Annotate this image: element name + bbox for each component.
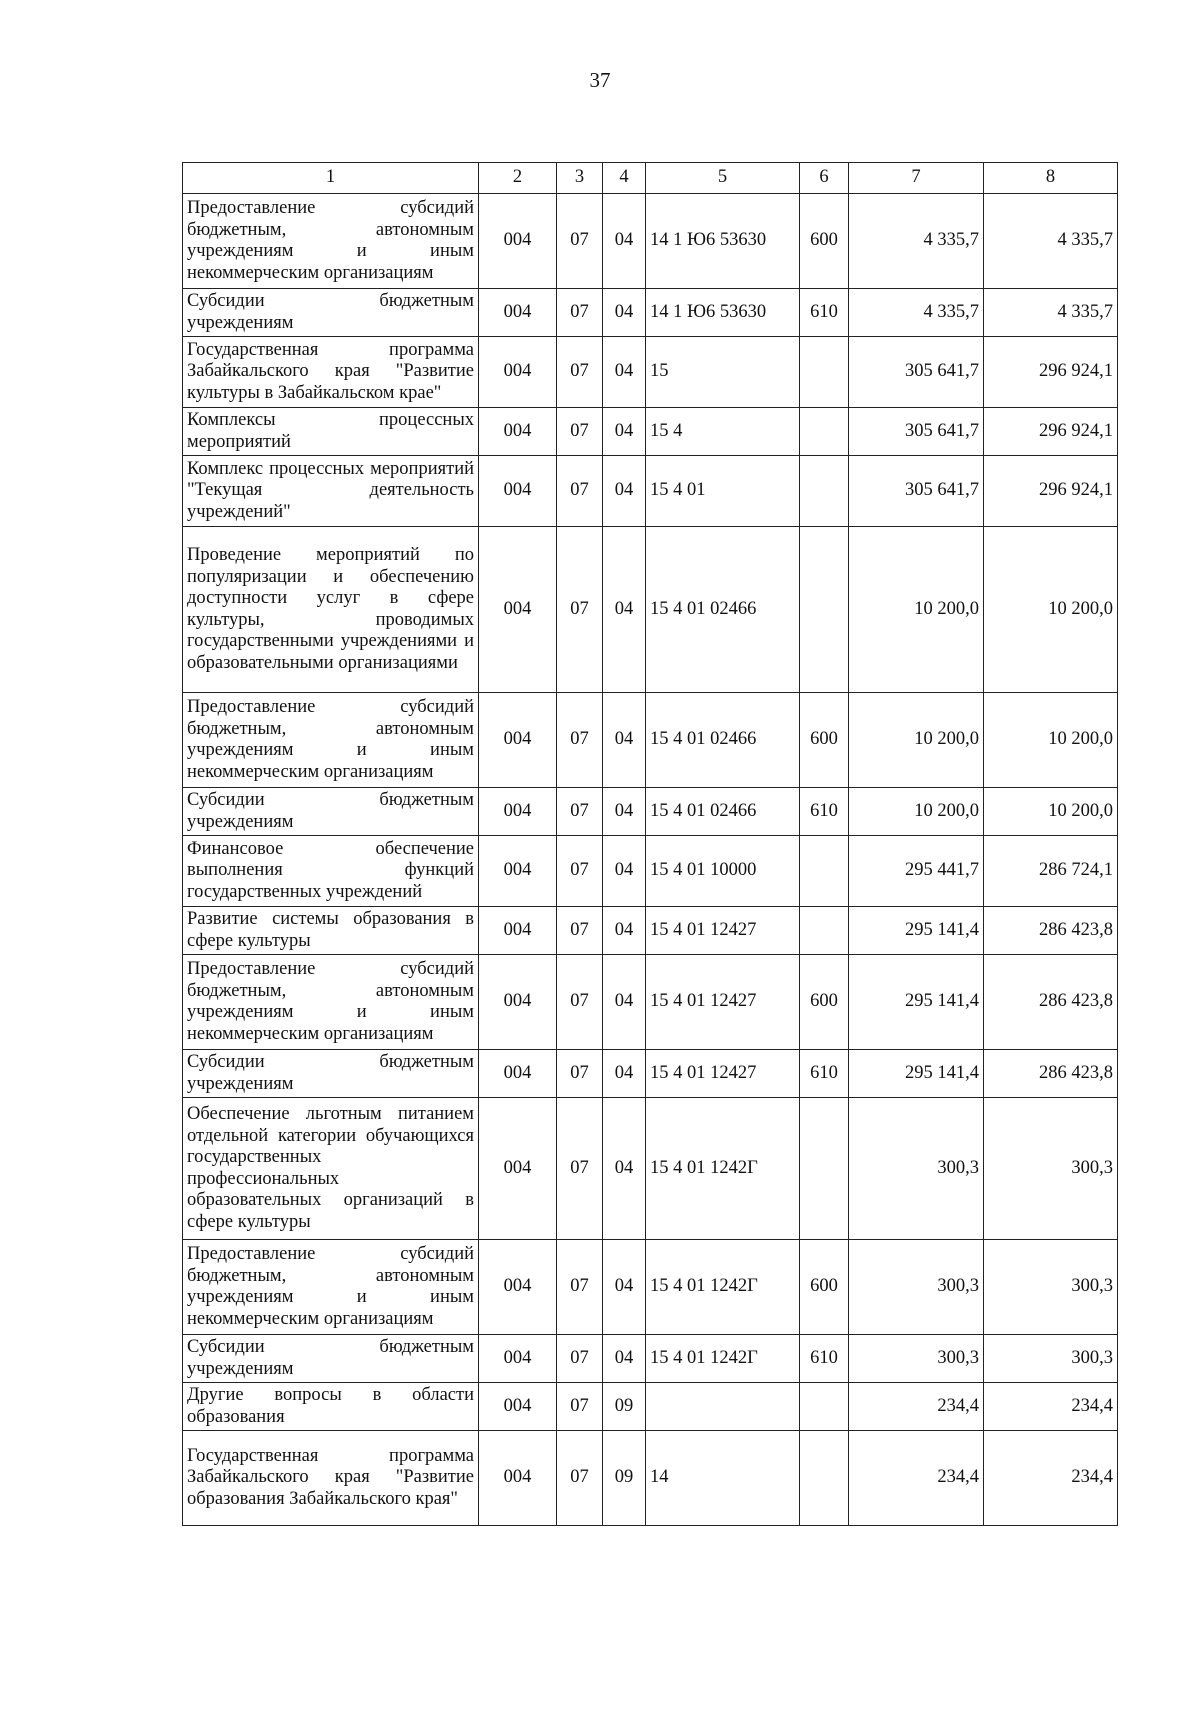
row-name-cell: Субсидии бюджетным учреждениям: [183, 1050, 479, 1098]
amount-7-cell: 234,4: [849, 1431, 984, 1526]
code-4-cell: 04: [603, 337, 646, 408]
table-row: [183, 456, 1118, 527]
code-2-cell: 004: [479, 289, 557, 337]
code-6-cell: [800, 1383, 849, 1431]
amount-7-cell: 305 641,7: [849, 456, 984, 527]
code-5-cell: 15 4: [646, 408, 800, 456]
code-5-cell: 15: [646, 337, 800, 408]
code-2-cell: 004: [479, 408, 557, 456]
code-4-cell: 09: [603, 1383, 646, 1431]
table-row: [183, 1383, 1118, 1431]
amount-7-cell: 10 200,0: [849, 693, 984, 788]
row-name-cell: Субсидии бюджетным учреждениям: [183, 788, 479, 836]
table-row: [183, 1098, 1118, 1240]
code-5-cell: 15 4 01 10000: [646, 836, 800, 907]
code-5-cell: 15 4 01 12427: [646, 1050, 800, 1098]
code-3-cell: 07: [557, 836, 603, 907]
amount-8-cell: 296 924,1: [984, 337, 1118, 408]
code-4-cell: 04: [603, 289, 646, 337]
code-5-cell: [646, 1383, 800, 1431]
code-4-cell: 04: [603, 1240, 646, 1335]
code-4-cell: 04: [603, 788, 646, 836]
code-6-cell: 610: [800, 1335, 849, 1383]
amount-7-cell: 305 641,7: [849, 337, 984, 408]
code-6-cell: 610: [800, 289, 849, 337]
amount-7-cell: 295 141,4: [849, 955, 984, 1050]
code-6-cell: 600: [800, 693, 849, 788]
row-name-cell: Субсидии бюджетным учреждениям: [183, 289, 479, 337]
column-header: 3: [557, 163, 603, 194]
code-3-cell: 07: [557, 788, 603, 836]
code-2-cell: 004: [479, 1240, 557, 1335]
code-5-cell: 14 1 Ю6 53630: [646, 194, 800, 289]
code-2-cell: 004: [479, 836, 557, 907]
row-name-cell: Субсидии бюджетным учреждениям: [183, 1335, 479, 1383]
page-number: 37: [589, 68, 611, 92]
code-2-cell: 004: [479, 788, 557, 836]
row-name-cell: Предоставление субсидий бюджетным, автономным учреждениям и иным некоммерческим организациям: [183, 693, 479, 788]
code-2-cell: 004: [479, 1050, 557, 1098]
code-3-cell: 07: [557, 408, 603, 456]
code-6-cell: 600: [800, 194, 849, 289]
row-name-cell: Комплексы процессных мероприятий: [183, 408, 479, 456]
code-3-cell: 07: [557, 527, 603, 693]
amount-7-cell: 10 200,0: [849, 527, 984, 693]
amount-7-cell: 295 141,4: [849, 907, 984, 955]
table-row: [183, 907, 1118, 955]
code-6-cell: [800, 337, 849, 408]
code-5-cell: 14 1 Ю6 53630: [646, 289, 800, 337]
table-row: [183, 337, 1118, 408]
amount-8-cell: 286 423,8: [984, 1050, 1118, 1098]
code-2-cell: 004: [479, 955, 557, 1050]
amount-7-cell: 234,4: [849, 1383, 984, 1431]
row-name-cell: Развитие системы образования в сфере культуры: [183, 907, 479, 955]
code-5-cell: 15 4 01 12427: [646, 955, 800, 1050]
code-5-cell: 15 4 01: [646, 456, 800, 527]
code-2-cell: 004: [479, 337, 557, 408]
amount-8-cell: 296 924,1: [984, 456, 1118, 527]
code-4-cell: 09: [603, 1431, 646, 1526]
code-6-cell: [800, 527, 849, 693]
code-3-cell: 07: [557, 1050, 603, 1098]
code-5-cell: 15 4 01 02466: [646, 788, 800, 836]
table-row: [183, 408, 1118, 456]
code-4-cell: 04: [603, 527, 646, 693]
amount-7-cell: 305 641,7: [849, 408, 984, 456]
row-name-cell: Комплекс процессных мероприятий "Текущая деятельность учреждений": [183, 456, 479, 527]
code-3-cell: 07: [557, 194, 603, 289]
code-3-cell: 07: [557, 907, 603, 955]
code-3-cell: 07: [557, 289, 603, 337]
code-6-cell: 610: [800, 1050, 849, 1098]
code-6-cell: 600: [800, 955, 849, 1050]
code-2-cell: 004: [479, 456, 557, 527]
code-3-cell: 07: [557, 1240, 603, 1335]
code-6-cell: [800, 456, 849, 527]
amount-8-cell: 4 335,7: [984, 289, 1118, 337]
code-3-cell: 07: [557, 1335, 603, 1383]
amount-8-cell: 286 724,1: [984, 836, 1118, 907]
row-name-cell: Предоставление субсидий бюджетным, автономным учреждениям и иным некоммерческим организациям: [183, 194, 479, 289]
code-4-cell: 04: [603, 955, 646, 1050]
amount-8-cell: 300,3: [984, 1098, 1118, 1240]
amount-7-cell: 300,3: [849, 1240, 984, 1335]
code-4-cell: 04: [603, 456, 646, 527]
amount-7-cell: 300,3: [849, 1098, 984, 1240]
amount-8-cell: 234,4: [984, 1383, 1118, 1431]
code-5-cell: 15 4 01 12427: [646, 907, 800, 955]
code-4-cell: 04: [603, 1335, 646, 1383]
row-name-cell: Предоставление субсидий бюджетным, автономным учреждениям и иным некоммерческим организациям: [183, 955, 479, 1050]
column-header: 5: [646, 163, 800, 194]
code-6-cell: [800, 1098, 849, 1240]
amount-8-cell: 234,4: [984, 1431, 1118, 1526]
amount-7-cell: 295 141,4: [849, 1050, 984, 1098]
amount-8-cell: 286 423,8: [984, 955, 1118, 1050]
code-3-cell: 07: [557, 693, 603, 788]
amount-8-cell: 4 335,7: [984, 194, 1118, 289]
column-header: 2: [479, 163, 557, 194]
code-6-cell: 600: [800, 1240, 849, 1335]
code-3-cell: 07: [557, 955, 603, 1050]
code-2-cell: 004: [479, 907, 557, 955]
code-5-cell: 15 4 01 1242Г: [646, 1335, 800, 1383]
code-6-cell: [800, 1431, 849, 1526]
amount-7-cell: 4 335,7: [849, 194, 984, 289]
table-row: [183, 527, 1118, 693]
column-header: 4: [603, 163, 646, 194]
budget-table: [182, 162, 1118, 1526]
code-4-cell: 04: [603, 408, 646, 456]
code-2-cell: 004: [479, 194, 557, 289]
code-3-cell: 07: [557, 1098, 603, 1240]
code-5-cell: 15 4 01 02466: [646, 693, 800, 788]
code-4-cell: 04: [603, 1050, 646, 1098]
code-5-cell: 15 4 01 1242Г: [646, 1240, 800, 1335]
amount-8-cell: 10 200,0: [984, 527, 1118, 693]
table-row: [183, 1050, 1118, 1098]
code-3-cell: 07: [557, 1383, 603, 1431]
table-row: [183, 289, 1118, 337]
table-row: [183, 1240, 1118, 1335]
table-row: [183, 836, 1118, 907]
amount-8-cell: 10 200,0: [984, 788, 1118, 836]
amount-7-cell: 300,3: [849, 1335, 984, 1383]
code-4-cell: 04: [603, 194, 646, 289]
table-row: [183, 955, 1118, 1050]
header-row: [183, 163, 1118, 194]
amount-8-cell: 296 924,1: [984, 408, 1118, 456]
row-name-cell: Предоставление субсидий бюджетным, автономным учреждениям и иным некоммерческим организациям: [183, 1240, 479, 1335]
code-6-cell: [800, 408, 849, 456]
code-5-cell: 15 4 01 1242Г: [646, 1098, 800, 1240]
amount-7-cell: 295 441,7: [849, 836, 984, 907]
code-4-cell: 04: [603, 693, 646, 788]
column-header: 7: [849, 163, 984, 194]
code-6-cell: [800, 836, 849, 907]
code-2-cell: 004: [479, 1098, 557, 1240]
row-name-cell: Проведение мероприятий по популяризации и обеспечению доступности услуг в сфере культуры, проводимых государственными учреждениями и образовательными организациями: [183, 527, 479, 693]
row-name-cell: Другие вопросы в области образования: [183, 1383, 479, 1431]
code-2-cell: 004: [479, 1383, 557, 1431]
code-6-cell: [800, 907, 849, 955]
code-3-cell: 07: [557, 1431, 603, 1526]
table-row: [183, 194, 1118, 289]
code-5-cell: 14: [646, 1431, 800, 1526]
column-header: 1: [183, 163, 479, 194]
column-header: 6: [800, 163, 849, 194]
table-row: [183, 1431, 1118, 1526]
code-4-cell: 04: [603, 1098, 646, 1240]
row-name-cell: Обеспечение льготным питанием отдельной категории обучающихся государственных профессиональных образовательных организаций в сфере культуры: [183, 1098, 479, 1240]
row-name-cell: Финансовое обеспечение выполнения функций государственных учреждений: [183, 836, 479, 907]
code-3-cell: 07: [557, 456, 603, 527]
amount-7-cell: 4 335,7: [849, 289, 984, 337]
code-6-cell: 610: [800, 788, 849, 836]
code-2-cell: 004: [479, 693, 557, 788]
code-5-cell: 15 4 01 02466: [646, 527, 800, 693]
code-2-cell: 004: [479, 527, 557, 693]
amount-8-cell: 300,3: [984, 1335, 1118, 1383]
amount-8-cell: 10 200,0: [984, 693, 1118, 788]
row-name-cell: Государственная программа Забайкальского края "Развитие культуры в Забайкальском крае": [183, 337, 479, 408]
table-row: [183, 788, 1118, 836]
amount-7-cell: 10 200,0: [849, 788, 984, 836]
amount-8-cell: 300,3: [984, 1240, 1118, 1335]
code-4-cell: 04: [603, 907, 646, 955]
row-name-cell: Государственная программа Забайкальского края "Развитие образования Забайкальского края": [183, 1431, 479, 1526]
code-2-cell: 004: [479, 1335, 557, 1383]
code-2-cell: 004: [479, 1431, 557, 1526]
code-3-cell: 07: [557, 337, 603, 408]
table-row: [183, 693, 1118, 788]
amount-8-cell: 286 423,8: [984, 907, 1118, 955]
code-4-cell: 04: [603, 836, 646, 907]
column-header: 8: [984, 163, 1118, 194]
table-row: [183, 1335, 1118, 1383]
